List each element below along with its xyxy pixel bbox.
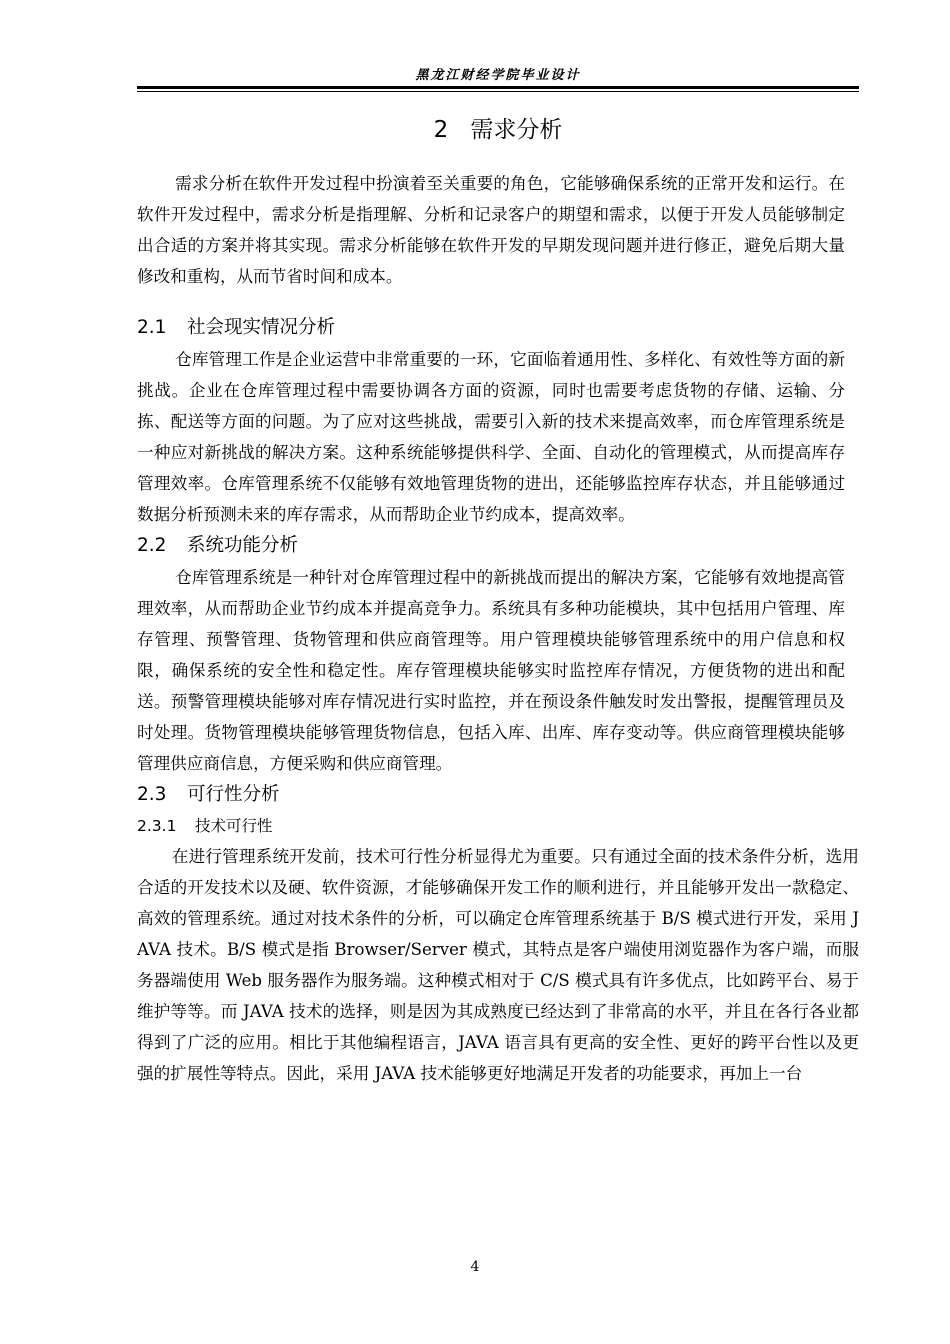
section-heading-2-1 xyxy=(137,312,859,344)
section-2-1-paragraph: 仓库管理工作是企业运营中非常重要的一环，它面临着通用性、多样化、有效性等方面的新挑战。企业在仓库管理过程中需要协调各方面的资源，同时也需要考虑货物的存储、运输、分拣、配送等方面的问题。为了应对这些挑战，需要引入新的技术来提高效率，而仓库管理系统是一种应对新挑战的解决方案。这种系统能够提供科学、全面、自动化的管理模式，从而提高库存管理效率。仓库管理系统不仅能够有效地管理货物的进出，还能够监控库存状态，并且能够通过数据分析预测未来的库存需求，从而帮助企业节约成本，提高效率。 xyxy=(137,350,845,524)
section-number: 2.2 xyxy=(137,535,167,556)
chapter-title xyxy=(137,108,859,152)
subsection-title: 技术可行性 xyxy=(195,817,273,835)
header-rule-thin xyxy=(137,91,859,92)
section-number: 2.1 xyxy=(137,317,167,338)
section-title: 系统功能分析 xyxy=(187,535,299,556)
section-heading-2-3 xyxy=(137,779,859,811)
section-heading-2-2 xyxy=(137,530,859,562)
section-number: 2.3 xyxy=(137,784,167,805)
page-number: 4 xyxy=(470,1259,480,1275)
section-title: 可行性分析 xyxy=(187,784,280,805)
subsection-heading-2-3-1 xyxy=(137,811,859,841)
page-content xyxy=(137,108,859,1089)
section-title: 社会现实情况分析 xyxy=(187,317,336,338)
running-header: 黑龙江财经学院毕业设计 xyxy=(415,68,581,83)
subsection-number: 2.3.1 xyxy=(137,817,177,835)
chapter-title-text: 需求分析 xyxy=(470,117,563,143)
subsection-2-3-1-paragraph: 在进行管理系统开发前，技术可行性分析显得尤为重要。只有通过全面的技术条件分析，选用合适的开发技术以及硬、软件资源，才能够确保开发工作的顺利进行，并且能够开发出一款稳定、高效的管理系统。通过对技术条件的分析，可以确定仓库管理系统基于 B/S 模式进行开发，采用 JAVA 技术。B/S 模式是指 Browser/Server 模式，其特点是客户端使用浏览器作为客户端，而服务器端使用 Web 服务器作为服务端。这种模式相对于 C/S 模式具有许多优点，比如跨平台、易于维护等等。而 JAVA 技术的选择，则是因为其成熟度已经达到了非常高的水平，并且在各行各业都得到了广泛的应用。相比于其他编程语言，JAVA 语言具有更高的安全性、更好的跨平台性以及更强的扩展性等特点。因此，采用 JAVA 技术能够更好地满足开发者的功能要求，再加上一台 xyxy=(137,847,859,1083)
spacer xyxy=(137,292,859,312)
section-2-2-paragraph: 仓库管理系统是一种针对仓库管理过程中的新挑战而提出的解决方案，它能够有效地提高管理效率，从而帮助企业节约成本并提高竞争力。系统具有多种功能模块，其中包括用户管理、库存管理、预警管理、货物管理和供应商管理等。用户管理模块能够管理系统中的用户信息和权限，确保系统的安全性和稳定性。库存管理模块能够实时监控库存情况，方便货物的进出和配送。预警管理模块能够对库存情况进行实时监控，并在预设条件触发时发出警报，提醒管理员及时处理。货物管理模块能够管理货物信息，包括入库、出库、库存变动等。供应商管理模块能够管理供应商信息，方便采购和供应商管理。 xyxy=(137,568,845,773)
header-rule-thick xyxy=(137,86,859,89)
chapter-intro-paragraph: 需求分析在软件开发过程中扮演着至关重要的角色，它能够确保系统的正常开发和运行。在软件开发过程中，需求分析是指理解、分析和记录客户的期望和需求，以便于开发人员能够制定出合适的方案并将其实现。需求分析能够在软件开发的早期发现问题并进行修正，避免后期大量修改和重构，从而节省时间和成本。 xyxy=(137,174,845,286)
chapter-number: 2 xyxy=(433,117,449,143)
